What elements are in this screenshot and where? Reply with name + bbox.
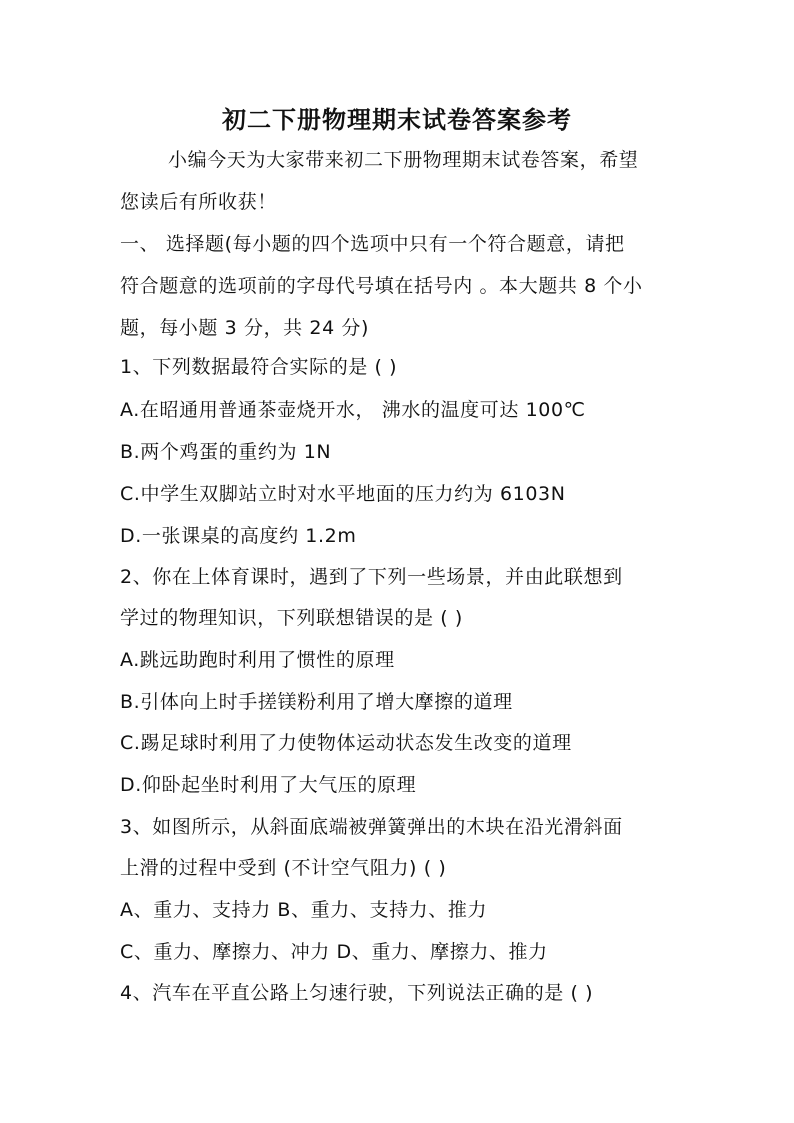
question-2-option-d: D.仰卧起坐时利用了大气压的原理 xyxy=(120,774,417,796)
question-2-option-b: B.引体向上时手搓镁粉利用了增大摩擦的道理 xyxy=(120,691,513,713)
question-2-option-a: A.跳远助跑时利用了惯性的原理 xyxy=(120,649,395,671)
question-3-options-a-b: A、重力、支持力 B、重力、支持力、推力 xyxy=(120,899,488,921)
intro-line-2: 您读后有所收获！ xyxy=(120,191,277,213)
question-2-option-c: C.踢足球时利用了力使物体运动状态发生改变的道理 xyxy=(120,732,572,754)
question-2-stem-line-2: 学过的物理知识，下列联想错误的是 ( ) xyxy=(120,607,463,629)
question-1-option-b: B.两个鸡蛋的重约为 1N xyxy=(120,441,332,463)
question-3-stem-line-1: 3、如图所示，从斜面底端被弹簧弹出的木块在沿光滑斜面 xyxy=(120,816,623,838)
question-1-option-c: C.中学生双脚站立时对水平地面的压力约为 6103N xyxy=(120,483,566,505)
section-heading-line-1: 一、 选择题(每小题的四个选项中只有一个符合题意，请把 xyxy=(120,233,625,255)
question-3-options-c-d: C、重力、摩擦力、冲力 D、重力、摩擦力、推力 xyxy=(120,941,548,963)
intro-line-1: 小编今天为大家带来初二下册物理期末试卷答案，希望 xyxy=(168,149,639,171)
question-2-stem-line-1: 2、你在上体育课时，遇到了下列一些场景，并由此联想到 xyxy=(120,566,623,588)
section-heading-line-3: 题，每小题 3 分，共 24 分) xyxy=(120,317,370,339)
section-heading-line-2: 符合题意的选项前的字母代号填在括号内 。本大题共 8 个小 xyxy=(120,275,643,297)
question-1-option-a: A.在昭通用普通茶壶烧开水， 沸水的温度可达 100℃ xyxy=(120,399,586,421)
question-1-option-d: D.一张课桌的高度约 1.2m xyxy=(120,525,357,547)
document-title: 初二下册物理期末试卷答案参考 xyxy=(222,105,572,134)
question-3-stem-line-2: 上滑的过程中受到 (不计空气阻力) ( ) xyxy=(120,857,447,879)
question-4-stem: 4、汽车在平直公路上匀速行驶，下列说法正确的是 ( ) xyxy=(120,982,594,1004)
question-1-stem: 1、下列数据最符合实际的是 ( ) xyxy=(120,356,398,378)
